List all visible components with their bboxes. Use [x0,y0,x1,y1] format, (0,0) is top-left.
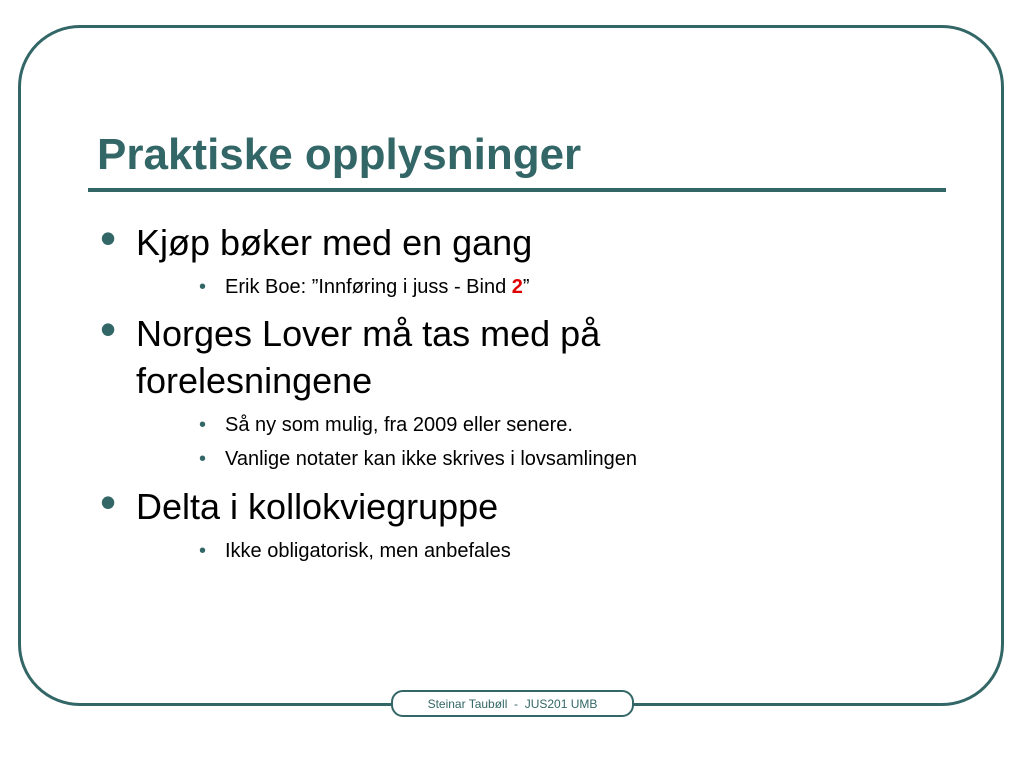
sub-bullet-icon: • [199,448,207,470]
sub-bullet-text: Ikke obligatorisk, men anbefales [225,540,511,562]
bullet-text: Delta i kollokviegruppe [136,486,499,527]
footer-label: Steinar Taubøll - JUS201 UMB [391,690,634,717]
bullet-text-line-1: Norges Lover må tas med på [136,313,601,354]
sub-bullet-icon: • [199,276,207,298]
book-reference-text: Erik Boe: ”Innføring i juss - Bind [225,276,512,298]
slide-title: Praktiske opplysninger [97,130,582,179]
bullet-text-line-2: forelesningene [136,360,373,401]
sub-bullet-text [225,275,530,299]
sub-bullet-text: Så ny som mulig, fra 2009 eller senere. [225,414,573,436]
closing-quote: ” [522,276,530,298]
sub-bullet-text: Vanlige notater kan ikke skrives i lovsamlingen [225,448,638,470]
sub-bullet-icon: • [199,414,207,436]
volume-number: 2 [511,276,523,298]
bullet-icon: • [100,476,117,528]
bullet-icon: • [100,303,117,355]
bullet-icon: • [100,212,117,264]
bullet-text: Kjøp bøker med en gang [136,222,533,263]
sub-bullet-icon: • [199,540,207,562]
